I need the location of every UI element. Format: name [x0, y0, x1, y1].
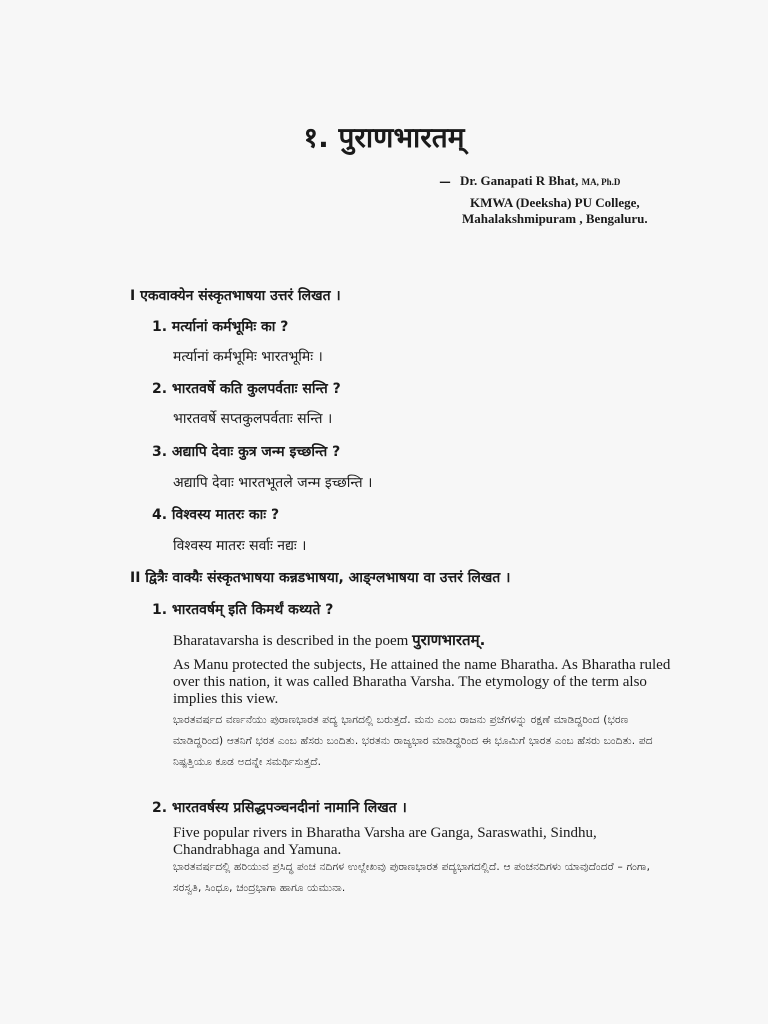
answer-1-4: विश्वस्य मातरः सर्वाः नद्यः । — [173, 538, 307, 554]
answer-2-2-english: Five popular rivers in Bharatha Varsha are Ganga, Saraswathi, Sindhu, Chandrabhaga and Yamuna. — [173, 825, 597, 858]
answer-2-2-kannada: ಭಾರತವರ್ಷದಲ್ಲಿ ಹರಿಯುವ ಪ್ರಸಿದ್ಧ ಪಂಚ ನದಿಗಳ ಉಲ್ಲೇಖವು ಪುರಾಣಭಾರತ ಪದ್ಯಭಾಗದಲ್ಲಿದೆ. ಆ ಪಂಚನದಿಗಳು ಯಾವುದೆಂದರೆ – ಗಂಗಾ, ಸರಸ್ವತಿ, ಸಿಂಧೂ, ಚಂದ್ರಭಾಗಾ ಹಾಗೂ ಯಮುನಾ. — [173, 861, 651, 894]
answer-2-1-english: As Manu protected the subjects, He attained the name Bharatha. As Bharatha ruled over this nation, it was called Bharatha Varsha. The etymology of the term also implies this view. — [173, 657, 671, 707]
author-qualifications: MA, Ph.D — [581, 177, 621, 187]
answer-1-2: भारतवर्षे सप्तकुलपर्वताः सन्ति । — [173, 411, 333, 427]
question-1-1: 1. मर्त्यानां कर्मभूमिः का ? — [152, 319, 289, 335]
answer-1-1: मर्त्यानां कर्मभूमिः भारतभूमिः । — [173, 349, 323, 365]
answer-1-3: अद्यापि देवाः भारतभूतले जन्म इच्छन्ति । — [173, 475, 373, 491]
section-2-heading: II द्वित्रैः वाक्यैः संस्कृतभाषया कन्नडभाषया, आङ्ग्लभाषया वा उत्तरं लिखत । — [130, 570, 511, 586]
answer-2-1-intro — [173, 632, 673, 650]
poem-title: पुराणभारतम्. — [412, 631, 486, 649]
question-1-4: 4. विश्वस्य मातरः काः ? — [152, 507, 280, 523]
author-line — [440, 170, 620, 193]
question-2-1: 1. भारतवर्षम् इति किमर्थं कथ्यते ? — [152, 602, 334, 618]
question-1-3: 3. अद्यापि देवाः कुत्र जन्म इच्छन्ति ? — [152, 444, 341, 460]
question-2-2: 2. भारतवर्षस्य प्रसिद्धपञ्चनदीनां नामानि लिखत । — [152, 800, 407, 816]
college-line-1: KMWA (Deeksha) PU College, — [469, 195, 640, 210]
answer-2-1-intro-text: Bharatavarsha is described in the poem — [173, 633, 409, 649]
author-name: Dr. Ganapati R Bhat, — [460, 173, 579, 188]
author-affiliation — [462, 195, 648, 227]
page-title: १. पुराणभारतम् — [303, 121, 465, 154]
author-dash: – — [440, 170, 450, 192]
college-line-2: Mahalakshmipuram , Bengaluru. — [462, 211, 648, 226]
question-1-2: 2. भारतवर्षे कति कुलपर्वताः सन्ति ? — [152, 381, 341, 397]
answer-2-1-kannada: ಭಾರತವರ್ಷದ ವರ್ಣನೆಯು ಪುರಾಣಭಾರತ ಪದ್ಯ ಭಾಗದಲ್ಲಿ ಬರುತ್ತದೆ. ಮನು ಎಂಬ ರಾಜನು ಪ್ರಜೆಗಳನ್ನು ರಕ್ಷಣೆ ಮಾಡಿದ್ದರಿಂದ (ಭರಣ ಮಾಡಿದ್ದರಿಂದ) ಆತನಿಗೆ ಭರತ ಎಂಬ ಹೆಸರು ಬಂದಿತು. ಭರತನು ರಾಜ್ಯಭಾರ ಮಾಡಿದ್ದರಿಂದ ಈ ಭೂಮಿಗೆ ಭಾರತ ಎಂಬ ಹೆಸರು ಬಂದಿತು. ಪದ ನಿಷ್ಪತ್ತಿಯೂ ಕೂಡ ಅದನ್ನೇ ಸಮರ್ಥಿಸುತ್ತದೆ. — [173, 714, 653, 768]
section-1-heading: I एकवाक्येन संस्कृतभाषया उत्तरं लिखत । — [130, 288, 341, 304]
